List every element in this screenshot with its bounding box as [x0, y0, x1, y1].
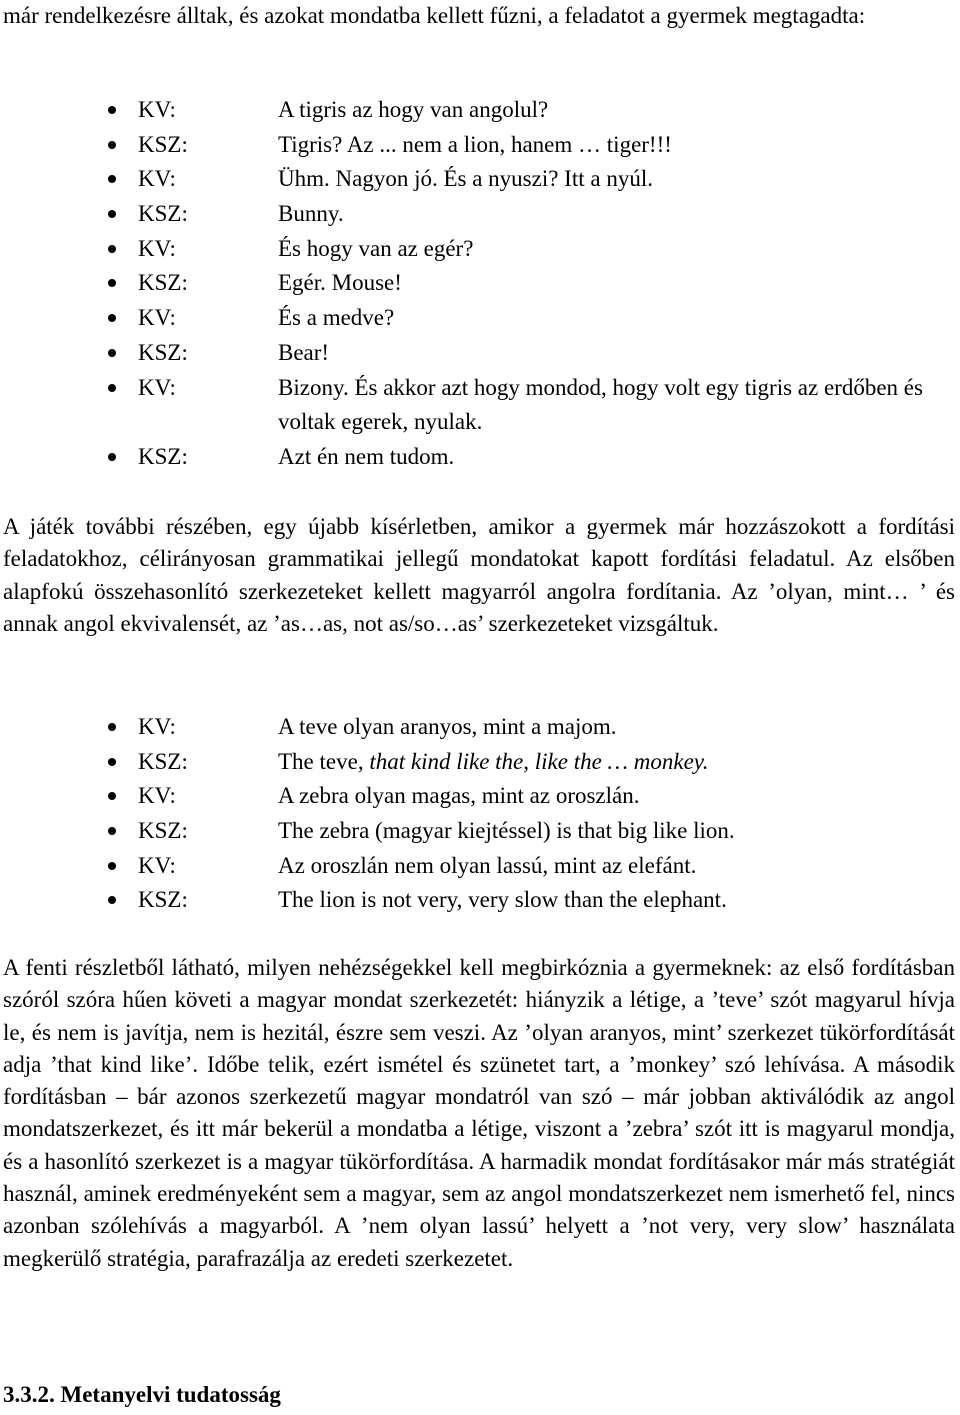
speaker-label: KSZ: [138, 201, 188, 227]
speaker-label: KSZ: [138, 131, 188, 157]
section-heading: 3.3.2. Metanyelvi tudatosság [3, 1382, 281, 1407]
speaker-label: KV: [138, 852, 176, 878]
utterance: Az oroszlán nem olyan lassú, mint az elefánt. [278, 852, 697, 878]
speaker-label: KV: [138, 305, 176, 331]
bullet-icon [108, 210, 116, 218]
list-item [0, 779, 960, 814]
utterance: És hogy van az egér? [278, 235, 474, 261]
intro-paragraph: már rendelkezésre álltak, és azokat mondatba kellett fűzni, a feladatot a gyermek megtagadta: [3, 3, 866, 28]
bullet-icon [108, 723, 116, 731]
list-item [0, 883, 960, 918]
utterance: The lion is not very, very slow than the elephant. [278, 887, 727, 913]
bullet-icon [108, 314, 116, 322]
list-item [0, 232, 960, 267]
utterance: Bear! [278, 339, 330, 365]
list-item [0, 849, 960, 884]
speaker-label: KSZ: [138, 270, 188, 296]
bullet-icon [108, 862, 116, 870]
utterance: Bizony. És akkor azt hogy mondod, hogy volt egy tigris az erdőben és voltak egerek, nyulak. [278, 374, 923, 435]
list-item [0, 814, 960, 849]
speaker-label: KSZ: [138, 748, 188, 774]
bullet-icon [108, 792, 116, 800]
speaker-label: KV: [138, 97, 176, 122]
utterance: The zebra (magyar kiejtéssel) is that big like lion. [278, 818, 735, 844]
speaker-label: KV: [138, 166, 176, 192]
speaker-label: KV: [138, 783, 176, 809]
utterance: A teve olyan aranyos, mint a majom. [278, 714, 617, 739]
bullet-icon [108, 106, 116, 114]
bullet-icon [108, 245, 116, 253]
speaker-label: KSZ: [138, 818, 188, 844]
list-item [0, 93, 960, 128]
utterance: Ühm. Nagyon jó. És a nyuszi? Itt a nyúl. [278, 166, 653, 192]
utterance-plain: The teve, [278, 748, 370, 774]
utterance-italic: that kind like the, like the … monkey. [369, 748, 709, 774]
bullet-icon [108, 141, 116, 149]
bullet-icon [108, 453, 116, 461]
dialog-list-1 [0, 93, 960, 475]
speaker-label: KSZ: [138, 443, 188, 469]
bullet-icon [108, 758, 116, 766]
list-item [0, 745, 960, 780]
speaker-label: KSZ: [138, 887, 188, 913]
utterance [278, 745, 956, 780]
paragraph-experiment: A játék további részében, egy újabb kísérletben, amikor a gyermek már hozzászokott a fordítási feladatokhoz, célirányosan grammatikai jellegű mondatokat kapott fordítási feladatul. Az elsőben alapfokú összehasonlító szerkezeteket kellett magyarról angolra fordítania. Az ’olyan, mint… ’ és annak angol ekvivalensét, az ’as…as, not as/so…as’ szerkezeteket vizsgáltuk. [3, 514, 955, 636]
speaker-label: KV: [138, 714, 176, 739]
dialog-list-2 [0, 710, 960, 918]
bullet-icon [108, 827, 116, 835]
list-item [0, 336, 960, 371]
bullet-icon [108, 384, 116, 392]
utterance: Bunny. [278, 201, 344, 227]
utterance: A tigris az hogy van angolul? [278, 97, 549, 122]
bullet-icon [108, 279, 116, 287]
speaker-label: KSZ: [138, 339, 188, 365]
utterance: Azt én nem tudom. [278, 443, 455, 469]
bullet-icon [108, 349, 116, 357]
list-item [0, 371, 960, 440]
utterance: Egér. Mouse! [278, 270, 402, 296]
utterance: Tigris? Az ... nem a lion, hanem … tiger!!! [278, 131, 672, 157]
utterance: És a medve? [278, 305, 395, 331]
list-item [0, 301, 960, 336]
list-item [0, 162, 960, 197]
utterance: A zebra olyan magas, mint az oroszlán. [278, 783, 640, 809]
speaker-label: KV: [138, 374, 176, 400]
list-item [0, 440, 960, 475]
list-item [0, 128, 960, 163]
bullet-icon [108, 896, 116, 904]
paragraph-analysis: A fenti részletből látható, milyen nehézségekkel kell megbirkóznia a gyermeknek: az első fordításban szóról szóra hűen követi a magyar mondat szerkezetét: hiányzik a létige, a ’teve’ szót magyarul hívja le, és nem is javítja, nem is hezitál, észre sem veszi. Az ’olyan aranyos, mint’ szerkezet tükörfordítását adja ’that kind like’. Időbe telik, ezért ismétel és szünetet tart, a ’monkey’ szó lehívása. A második fordításban – bár azonos szerkezetű magyar mondatról van szó – már jobban aktiválódik az angol mondatszerkezet, és itt már bekerül a mondatba a létige, viszont a ’zebra’ szót itt is magyarul mondja, és a hasonlító szerkezet is a magyar tükörfordítása. A harmadik mondat fordításakor már más stratégiát használ, aminek eredményeként sem a magyar, sem az angol mondatszerkezet nem ismerhető fel, nincs azonban szólehívás a magyarból. A ’nem olyan lassú’ helyett a ’not very, very slow’ használata megkerülő stratégia, parafrazálja az eredeti szerkezetet. [3, 955, 955, 1271]
speaker-label: KV: [138, 235, 176, 261]
list-item [0, 197, 960, 232]
bullet-icon [108, 175, 116, 183]
list-item [0, 266, 960, 301]
list-item [0, 710, 960, 745]
